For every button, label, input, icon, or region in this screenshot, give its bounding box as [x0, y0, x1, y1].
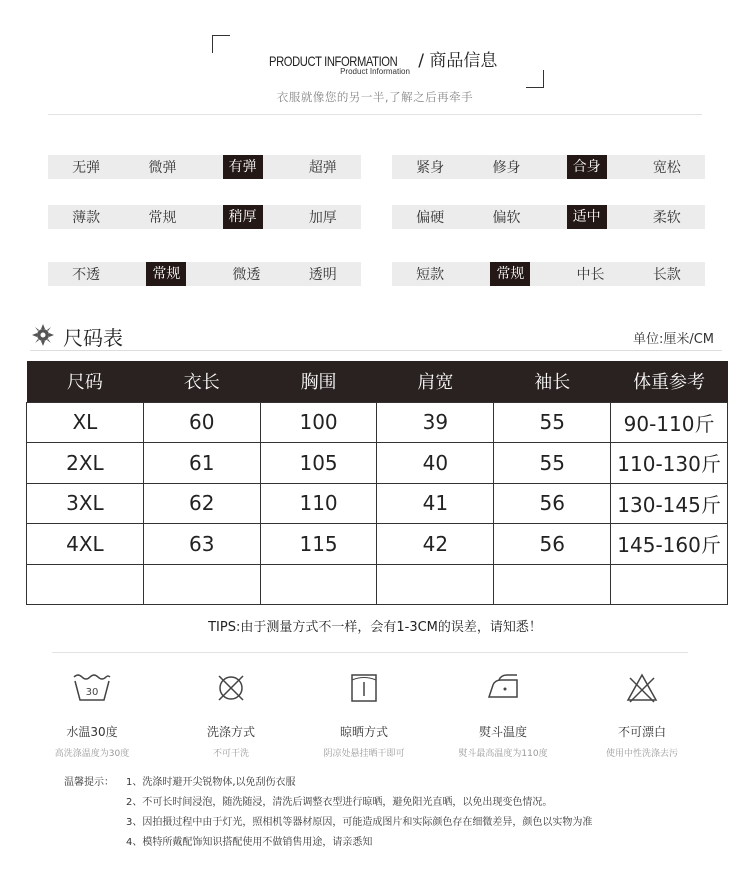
care-item-wash: [22, 672, 162, 759]
attribute-option-selected: 常规: [146, 262, 186, 286]
notes-row: [64, 833, 592, 853]
attribute-option: 宽松: [652, 160, 681, 176]
table-cell: 41: [377, 483, 494, 524]
attribute-option: 超弹: [308, 160, 337, 176]
notes-row: [64, 813, 592, 833]
size-table: [26, 361, 728, 605]
tips-text: TIPS:由于测量方式不一样，会有1-3CM的误差，请知悉！: [208, 620, 542, 635]
table-row: [27, 564, 728, 605]
attribute-option-selected: 有弹: [223, 155, 263, 179]
size-chart-title: 尺码表: [63, 326, 123, 350]
table-cell: 110: [260, 483, 377, 524]
attribute-row: [48, 205, 361, 229]
wash-temp-value: 30: [85, 687, 99, 698]
header-divider: [48, 114, 702, 115]
wash-30-icon: [22, 672, 162, 704]
no-dryclean-icon: [161, 672, 301, 704]
note-item: 3、因拍摄过程中由于灯光，照相机等器材原因，可能造成图片和实际颜色存在细微差异，颜色以实物为准: [126, 817, 593, 828]
attribute-option: 薄款: [72, 210, 101, 226]
attribute-row: [392, 155, 705, 179]
care-label: 晾晒方式: [339, 725, 388, 739]
table-cell: [143, 564, 260, 605]
table-cell: 130-145斤: [611, 483, 728, 524]
care-sublabel: 不可干洗: [212, 749, 249, 759]
header-cell: 袖长: [494, 361, 611, 402]
care-label: 水温30度: [66, 725, 118, 739]
care-item-dry: [294, 672, 434, 759]
table-row: [27, 483, 728, 524]
care-divider: [52, 652, 688, 653]
table-cell: [260, 564, 377, 605]
notes-row: [64, 793, 592, 813]
attribute-option: 偏硬: [416, 210, 445, 226]
note-item: 1、洗涤时避开尖锐物体,以免刮伤衣服: [126, 777, 296, 788]
table-cell: 3XL: [27, 483, 144, 524]
care-sublabel: 阴凉处悬挂晒干即可: [323, 749, 405, 759]
attribute-option: 偏软: [492, 210, 521, 226]
size-chart-heading: [32, 322, 123, 351]
attribute-option-selected: 稍厚: [223, 205, 263, 229]
note-item: 2、不可长时间浸泡，随洗随浸，清洗后调整衣型进行晾晒，避免阳光直晒，以免出现变色情况。: [126, 797, 553, 808]
notes-label: 温馨提示：: [64, 777, 114, 788]
table-cell: 110-130斤: [611, 443, 728, 484]
table-cell: 55: [494, 402, 611, 443]
table-cell: 60: [143, 402, 260, 443]
iron-icon: [433, 672, 573, 704]
header-cell: 肩宽: [377, 361, 494, 402]
attribute-option-selected: 常规: [490, 262, 530, 286]
table-cell: 145-160斤: [611, 524, 728, 565]
table-cell: 100: [260, 402, 377, 443]
header-cell: 胸围: [260, 361, 377, 402]
care-sublabel: 熨斗最高温度为110度: [458, 749, 548, 759]
gear-icon: [32, 324, 54, 350]
table-cell: 63: [143, 524, 260, 565]
attribute-option: 中长: [576, 267, 605, 283]
care-notes: [64, 773, 592, 853]
attribute-option-selected: 合身: [567, 155, 607, 179]
attribute-row: [392, 205, 705, 229]
attribute-option: 加厚: [308, 210, 337, 226]
table-cell: 39: [377, 402, 494, 443]
header-cell: 尺码: [27, 361, 144, 402]
care-item-iron: [433, 672, 573, 759]
attribute-option: 柔软: [652, 210, 681, 226]
care-sublabel: 使用中性洗涤去污: [605, 749, 678, 759]
table-cell: 61: [143, 443, 260, 484]
table-cell: 115: [260, 524, 377, 565]
no-bleach-icon: [572, 672, 712, 704]
table-cell: 56: [494, 483, 611, 524]
table-cell: 42: [377, 524, 494, 565]
care-label: 不可漂白: [617, 725, 666, 739]
attribute-option: 透明: [308, 267, 337, 283]
title-en: PRODUCT INFORMATION: [268, 53, 397, 69]
attribute-option: 短款: [416, 267, 445, 283]
subtitle: Product Information: [340, 67, 410, 76]
attribute-option-selected: 适中: [567, 205, 607, 229]
tagline: 衣服就像您的另一半,了解之后再牵手: [276, 90, 474, 104]
attribute-option: 微弹: [148, 160, 177, 176]
table-cell: [611, 564, 728, 605]
attribute-option: 紧身: [416, 160, 445, 176]
attribute-option: 长款: [652, 267, 681, 283]
table-cell: [377, 564, 494, 605]
attribute-option: 无弹: [72, 160, 101, 176]
table-cell: XL: [27, 402, 144, 443]
care-label: 洗涤方式: [206, 725, 255, 739]
table-cell: 40: [377, 443, 494, 484]
title-cn: 商品信息: [429, 51, 498, 71]
table-cell: 90-110斤: [611, 402, 728, 443]
title-separator: /: [418, 51, 425, 71]
attribute-row: [392, 262, 705, 286]
size-chart-divider: [30, 350, 722, 351]
header-cell: 衣长: [143, 361, 260, 402]
header-cell: 体重参考: [611, 361, 728, 402]
attribute-option: 微透: [232, 267, 261, 283]
size-table-header: [27, 361, 728, 402]
unit-label: 单位:厘米/CM: [632, 332, 714, 347]
notes-row: [64, 773, 592, 793]
attribute-row: [48, 262, 361, 286]
hang-dry-icon: [294, 672, 434, 704]
attribute-option: 常规: [148, 210, 177, 226]
note-item: 4、模特所戴配饰知识搭配使用不做销售用途，请亲悉知: [126, 837, 373, 848]
care-sublabel: 高洗涤温度为30度: [54, 749, 130, 759]
attribute-option: 不透: [72, 267, 101, 283]
table-cell: 105: [260, 443, 377, 484]
table-cell: 4XL: [27, 524, 144, 565]
table-row: [27, 402, 728, 443]
table-row: [27, 443, 728, 484]
care-label: 熨斗温度: [478, 725, 527, 739]
care-item-dryclean: [161, 672, 301, 759]
table-cell: 62: [143, 483, 260, 524]
care-item-bleach: [572, 672, 712, 759]
table-cell: 56: [494, 524, 611, 565]
table-cell: 2XL: [27, 443, 144, 484]
attribute-row: [48, 155, 361, 179]
table-row: [27, 524, 728, 565]
attribute-option: 修身: [492, 160, 521, 176]
table-cell: [27, 564, 144, 605]
table-cell: [494, 564, 611, 605]
table-cell: 55: [494, 443, 611, 484]
